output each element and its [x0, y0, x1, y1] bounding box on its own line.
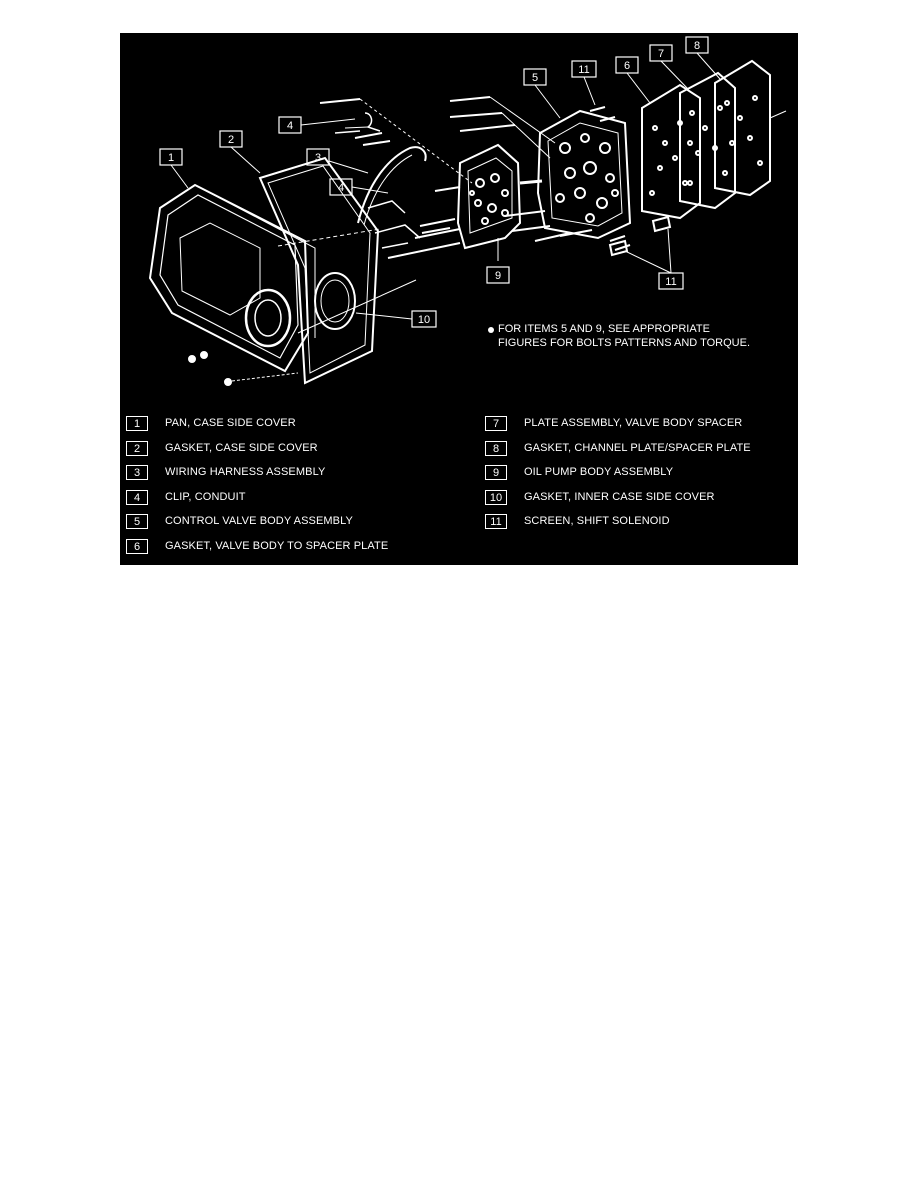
legend-number: 4: [126, 490, 148, 505]
callout-11-bottom: [625, 229, 683, 289]
svg-text:11: 11: [665, 276, 677, 288]
legend-number: 11: [485, 514, 507, 529]
legend-number: 10: [485, 490, 507, 505]
callout-11-top: [572, 61, 596, 105]
callout-2: [220, 131, 260, 173]
spacer-plate-drawing: [680, 73, 735, 208]
svg-text:4: 4: [337, 182, 345, 194]
legend-label: GASKET, CASE SIDE COVER: [165, 442, 318, 454]
legend-number: 9: [485, 465, 507, 480]
legend-label: PAN, CASE SIDE COVER: [165, 417, 296, 429]
legend-label: SCREEN, SHIFT SOLENOID: [524, 515, 670, 527]
legend-number: 1: [126, 416, 148, 431]
legend-number: 5: [126, 514, 148, 529]
svg-text:3: 3: [314, 152, 322, 164]
callout-3: [307, 149, 368, 173]
callout-8: [686, 37, 720, 79]
callout-4a: [279, 117, 355, 133]
legend-number: 8: [485, 441, 507, 456]
svg-text:2: 2: [227, 134, 235, 146]
svg-text:4: 4: [286, 120, 294, 132]
pan-case-side-cover-drawing: [150, 185, 315, 385]
legend-number: 7: [485, 416, 507, 431]
legend-number: 6: [126, 539, 148, 554]
legend-label: GASKET, VALVE BODY TO SPACER PLATE: [165, 540, 389, 552]
torque-note: [498, 322, 750, 350]
legend-label: CLIP, CONDUIT: [165, 491, 246, 503]
legend-label: GASKET, INNER CASE SIDE COVER: [524, 491, 715, 503]
oil-pump-body-drawing: [458, 145, 520, 261]
svg-text:1: 1: [167, 152, 175, 164]
svg-text:10: 10: [417, 314, 431, 326]
gasket-inner-case-side-cover-drawing: [315, 273, 355, 329]
callout-10: [356, 311, 436, 327]
note-bullet: [488, 327, 494, 333]
legend-label: WIRING HARNESS ASSEMBLY: [165, 466, 326, 478]
exploded-diagram-panel: [120, 33, 798, 565]
gasket-valve-body-spacer-drawing: [642, 85, 700, 218]
legend-label: CONTROL VALVE BODY ASSEMBLY: [165, 515, 353, 527]
callout-7: [650, 45, 688, 89]
svg-text:9: 9: [494, 270, 502, 282]
legend-number: 2: [126, 441, 148, 456]
legend-number: 3: [126, 465, 148, 480]
svg-text:8: 8: [693, 40, 701, 52]
callout-9: [487, 267, 509, 283]
callout-1: [160, 149, 188, 188]
svg-text:11: 11: [578, 64, 590, 76]
bolts-drawing: [320, 97, 630, 258]
callout-6: [616, 57, 650, 103]
svg-text:6: 6: [623, 60, 631, 72]
svg-text:7: 7: [657, 48, 665, 60]
legend-label: OIL PUMP BODY ASSEMBLY: [524, 466, 674, 478]
torque-note-line-1: FOR ITEMS 5 AND 9, SEE APPROPRIATE: [498, 323, 710, 335]
legend-label: PLATE ASSEMBLY, VALVE BODY SPACER: [524, 417, 743, 429]
callout-5: [524, 69, 560, 118]
torque-note-line-2: FIGURES FOR BOLTS PATTERNS AND TORQUE.: [498, 337, 751, 349]
exploded-view-drawing: [120, 33, 798, 565]
svg-text:5: 5: [531, 72, 539, 84]
legend-label: GASKET, CHANNEL PLATE/SPACER PLATE: [524, 442, 751, 454]
